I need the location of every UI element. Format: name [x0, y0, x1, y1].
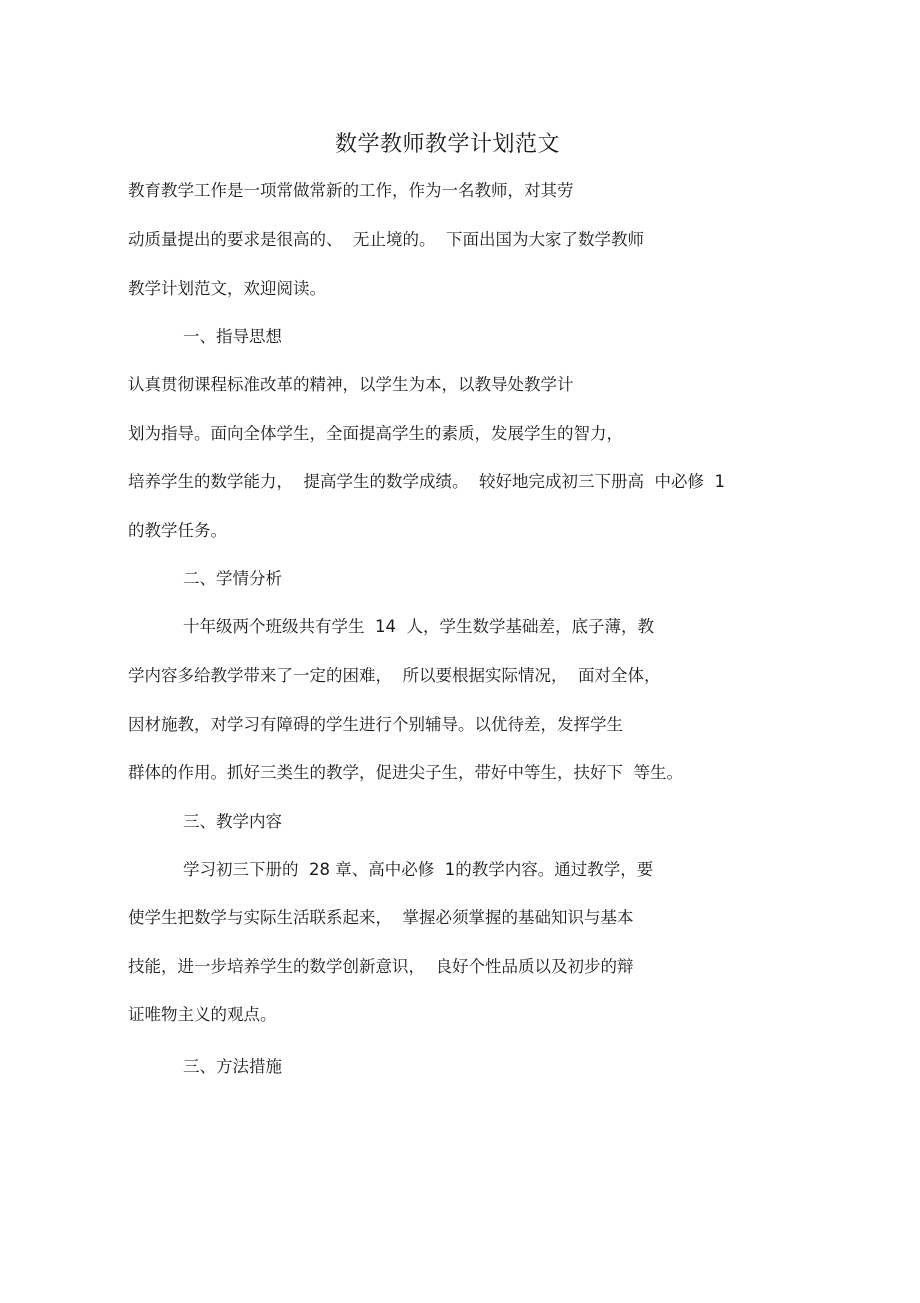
paragraph-line: 认真贯彻课程标准改革的精神，以学生为本，以教导处教学计 — [128, 375, 574, 394]
paragraph-line: 十年级两个班级共有学生 14 人，学生数学基础差，底子薄，教 — [183, 617, 654, 636]
paragraph-line: 群体的作用。抓好三类生的教学，促进尖子生，带好中等生，扶好下 等生。 — [128, 763, 683, 782]
paragraph-line: 学习初三下册的 28 章、高中必修 1的教学内容。通过教学，要 — [183, 860, 654, 879]
paragraph-line: 培养学生的数学能力， 提高学生的数学成绩。 较好地完成初三下册高 中必修 1 — [128, 472, 725, 491]
paragraph-line: 证唯物主义的观点。 — [128, 1005, 277, 1024]
section-heading: 三、方法措施 — [183, 1057, 282, 1076]
paragraph-line: 技能，进一步培养学生的数学创新意识， 良好个性品质以及初步的辩 — [128, 957, 634, 976]
paragraph-line: 学内容多给教学带来了一定的困难， 所以要根据实际情况， 面对全体， — [128, 666, 661, 685]
paragraph-line: 教学计划范文，欢迎阅读。 — [128, 279, 326, 298]
paragraph-line: 使学生把数学与实际生活联系起来， 掌握必须掌握的基础知识与基本 — [128, 908, 634, 927]
document-title: 数学教师教学计划范文 — [334, 132, 560, 157]
paragraph-line: 动质量提出的要求是很高的、 无止境的。 下面出国为大家了数学教师 — [128, 230, 644, 249]
section-heading: 二、学情分析 — [183, 569, 282, 588]
paragraph-line: 因材施教，对学习有障碍的学生进行个别辅导。以优待差，发挥学生 — [128, 715, 623, 734]
section-heading: 三、教学内容 — [183, 812, 282, 831]
paragraph-line: 划为指导。面向全体学生，全面提高学生的素质，发展学生的智力， — [128, 424, 623, 443]
paragraph-line: 教育教学工作是一项常做常新的工作，作为一名教师，对其劳 — [128, 181, 574, 200]
paragraph-line: 的教学任务。 — [128, 521, 227, 540]
section-heading: 一、指导思想 — [183, 327, 282, 346]
